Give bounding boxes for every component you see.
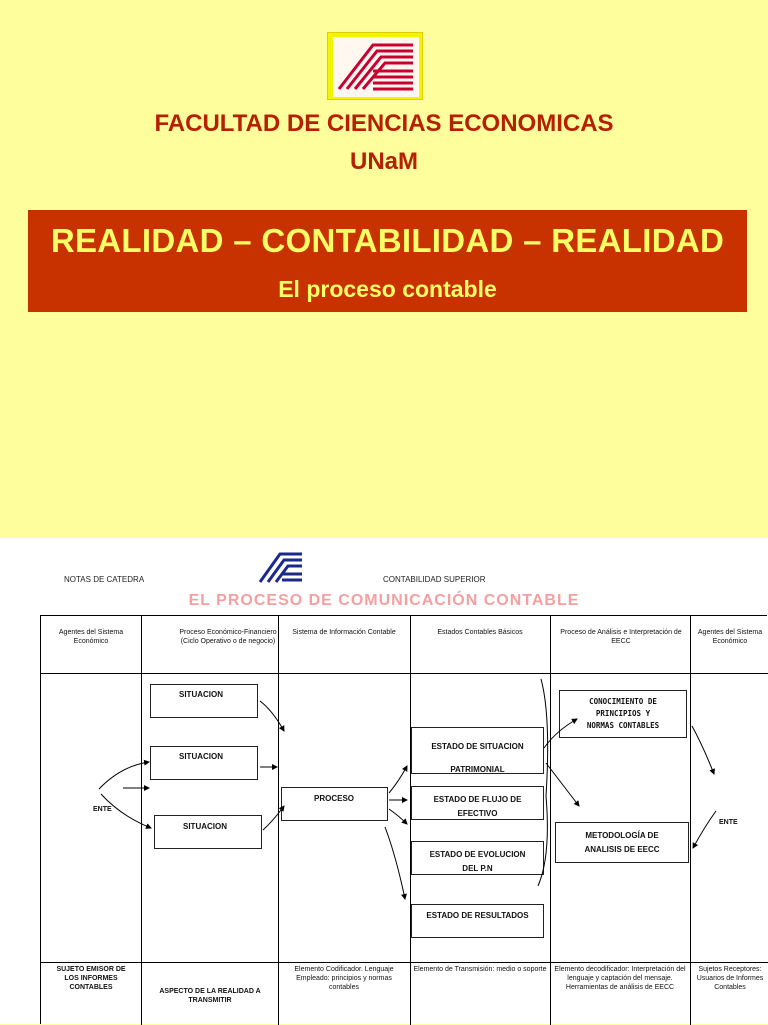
footer-transmision: Elemento de Transmisión: medio o soporte	[413, 966, 547, 973]
doc-title: EL PROCESO DE COMUNICACIÓN CONTABLE	[188, 592, 580, 609]
university-name: UNaM	[349, 148, 418, 175]
title-banner	[28, 210, 747, 312]
footer-decodificador: Elemento decodificador: Interpretación del lenguaje y captación del mensaje. Herramientas de análisis de EECC	[554, 966, 686, 991]
situacion-label: SITUACION	[179, 752, 223, 761]
metodologia-line: METODOLOGÍA DE	[585, 831, 659, 840]
col-proceso-analisis: Proceso de Análisis e Interpretación de EECC	[560, 629, 682, 645]
faculty-name: FACULTAD DE CIENCIAS ECONOMICAS	[154, 110, 614, 137]
estado-line: ESTADO DE EVOLUCION	[429, 850, 526, 859]
unam-logo	[327, 32, 423, 100]
doc-right-header: CONTABILIDAD SUPERIOR	[383, 575, 486, 584]
estado-line: DEL P.N	[462, 864, 493, 873]
footer-receptores: Sujetos Receptores: Usuarios de Informes Contables	[696, 966, 764, 991]
situacion-label: SITUACION	[183, 822, 227, 831]
col-proceso-economico: Proceso Económico-Financiero (Ciclo Operativo o de negocio)	[179, 629, 277, 645]
conocimiento-line: NORMAS CONTABLES	[586, 721, 660, 730]
doc-left-header: NOTAS DE CATEDRA	[64, 575, 145, 584]
banner-subtitle: El proceso contable	[278, 276, 497, 302]
ente-right: ENTE	[719, 819, 738, 826]
ente-left: ENTE	[93, 806, 112, 813]
col-agentes-left: Agentes del Sistema Económico	[58, 629, 124, 645]
proceso-label: PROCESO	[314, 794, 355, 803]
flow-arrows	[41, 616, 768, 962]
footer-aspecto-realidad: ASPECTO DE LA REALIDAD A TRANSMITIR	[159, 988, 261, 1004]
logo-icon	[333, 37, 419, 97]
estado-line: EFECTIVO	[457, 809, 498, 818]
estado-line: PATRIMONIAL	[450, 765, 505, 774]
footer-sujeto-emisor: SUJETO EMISOR DE LOS INFORMES CONTABLES	[56, 966, 126, 991]
estado-line: ESTADO DE SITUACION	[431, 742, 524, 751]
metodologia-line: ANALISIS DE EECC	[584, 845, 660, 854]
doc-logo-icon	[258, 550, 304, 584]
conocimiento-line: CONOCIMIENTO DE	[589, 697, 657, 706]
estado-line: ESTADO DE RESULTADOS	[426, 911, 529, 920]
banner-title: REALIDAD – CONTABILIDAD – REALIDAD	[50, 222, 725, 259]
col-estados-contables: Estados Contables Básicos	[437, 629, 523, 636]
conocimiento-line: PRINCIPIOS Y	[595, 709, 651, 718]
col-agentes-right: Agentes del Sistema Económico	[697, 629, 763, 645]
estado-line: ESTADO DE FLUJO DE	[433, 795, 522, 804]
situacion-label: SITUACION	[179, 690, 223, 699]
process-table	[40, 615, 767, 1024]
footer-codificador: Elemento Codificador. Lenguaje Empleado: principios y normas contables	[294, 966, 394, 991]
embedded-document	[0, 538, 768, 1024]
col-sistema-informacion: Sistema de Información Contable	[292, 629, 396, 636]
